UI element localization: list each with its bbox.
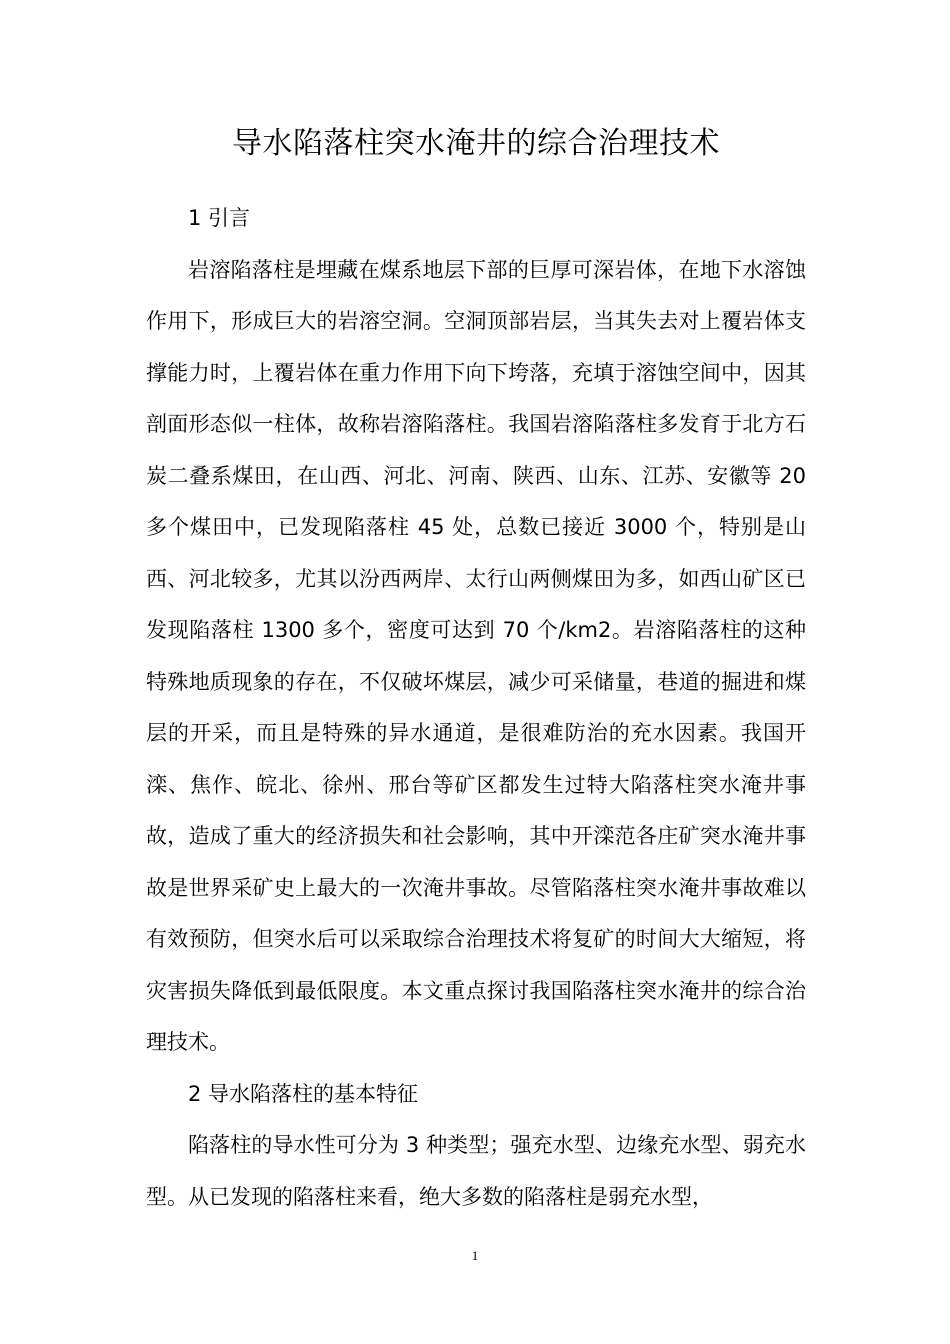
section-heading-introduction: 1 引言 — [188, 206, 251, 230]
document-body — [146, 193, 806, 1223]
basic-features-paragraph: 陷落柱的导水性可分为 3 种类型；强充水型、边缘充水型、弱充水型。从已发现的陷落柱来看，绝大多数的陷落柱是弱充水型， — [146, 1133, 806, 1209]
section-heading-basic-features: 2 导水陷落柱的基本特征 — [188, 1081, 419, 1106]
page-number: 1 — [471, 1248, 479, 1263]
document-title: 导水陷落柱突水淹井的综合治理技术 — [232, 126, 720, 161]
introduction-paragraph: 岩溶陷落柱是埋藏在煤系地层下部的巨厚可深岩体，在地下水溶蚀作用下，形成巨大的岩溶空洞。空洞顶部岩层，当其失去对上覆岩体支撑能力时，上覆岩体在重力作用下向下垮落，充填于溶蚀空间中，因其剖面形态似一柱体，故称岩溶陷落柱。我国岩溶陷落柱多发育于北方石炭二叠系煤田，在山西、河北、河南、陕西、山东、江苏、安徽等 20 多个煤田中，已发现陷落柱 45 处，总数已接近 3000 个，特别是山西、河北较多，尤其以汾西两岸、太行山两侧煤田为多，如西山矿区已发现陷落柱 1300 多个，密度可达到 70 个/km2。岩溶陷落柱的这种特殊地质现象的存在，不仅破坏煤层，减少可采储量，巷道的掘进和煤层的开采，而且是特殊的异水通道，是很难防治的充水因素。我国开滦、焦作、皖北、徐州、邢台等矿区都发生过特大陷落柱突水淹井事故，造成了重大的经济损失和社会影响，其中开滦范各庄矿突水淹井事故是世界采矿史上最大的一次淹井事故。尽管陷落柱突水淹井事故难以有效预防，但突水后可以采取综合治理技术将复矿的时间大大缩短，将灾害损失降低到最低限度。本文重点探讨我国陷落柱突水淹井的综合治理技术。 — [146, 257, 806, 1054]
